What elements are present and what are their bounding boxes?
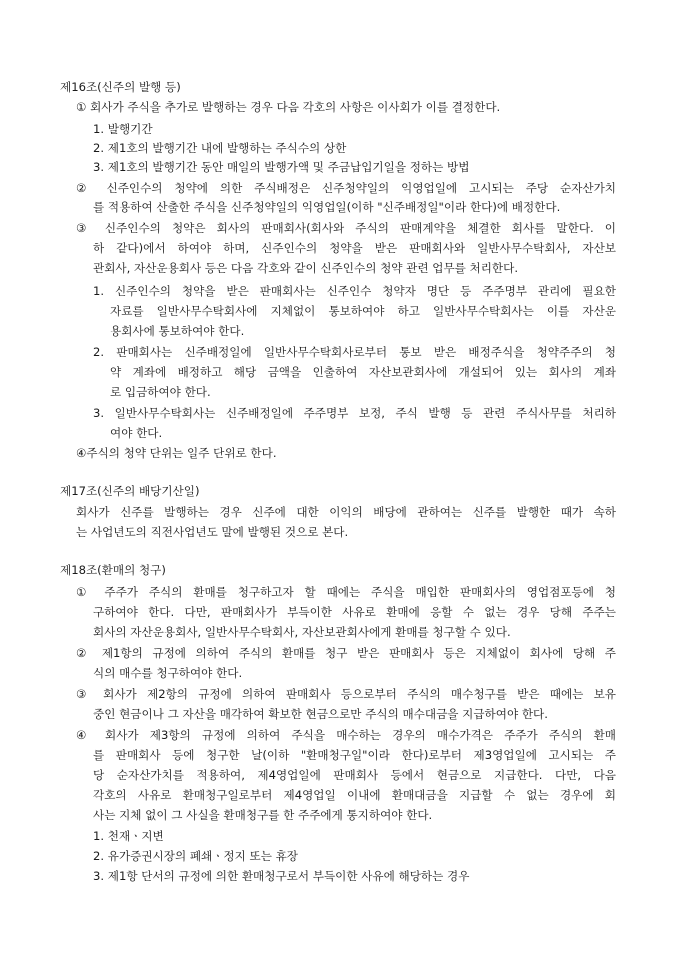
article-18-paragraph-4-line-3: 당 순자산가치를 적용하여, 제4영업일에 판매회사 등에서 현금으로 지급한다. 다만, 다음 — [93, 768, 616, 782]
article-16-p3-item-3-line-2: 여야 한다. — [110, 426, 163, 440]
article-16-paragraph-3-line-1: ③ 신주인수의 청약은 회사의 판매회사(회사와 주식의 판매계약을 체결한 회사를 말한다. 이 — [76, 221, 616, 235]
article-16-paragraph-2-line-1: ② 신주인수의 청약에 의한 주식배정은 신주청약일의 익영업일에 고시되는 주당 순자산가치 — [76, 181, 616, 195]
article-18-p4-item-2: 2. 유가증권시장의 폐쇄ㆍ정지 또는 휴장 — [93, 849, 298, 863]
article-16-p3-item-2-line-3: 로 입금하여야 한다. — [110, 385, 211, 399]
article-18-paragraph-1-line-1: ① 주주가 주식의 환매를 청구하고자 할 때에는 주식을 매입한 판매회사의 영업점포등에 청 — [76, 585, 616, 599]
list-item: 2. 제1호의 발행기간 내에 발행하는 주식수의 상한 — [93, 141, 347, 155]
article-17-line-2: 는 사업년도의 직전사업년도 말에 발행된 것으로 본다. — [76, 525, 349, 539]
article-18-paragraph-1-line-3: 회사의 자산운용회사, 일반사무수탁회사, 자산보관회사에게 환매를 청구할 수 있다. — [93, 625, 511, 639]
article-18-p4-item-1: 1. 천재ㆍ지변 — [93, 829, 164, 843]
article-16-p3-item-3-line-1: 3. 일반사무수탁회사는 신주배정일에 주주명부 보정, 주식 발행 등 관련 주식사무를 처리하 — [93, 406, 616, 420]
article-16-p3-item-2-line-1: 2. 판매회사는 신주배정일에 일반사무수탁회사로부터 통보 받은 배정주식을 청약주주의 청 — [93, 345, 616, 359]
article-18-paragraph-4-line-1: ④ 회사가 제3항의 규정에 의하여 주식을 매수하는 경우의 매수가격은 주주가 주식의 환매 — [76, 728, 616, 742]
article-18-paragraph-1-line-2: 구하여야 한다. 다만, 판매회사가 부득이한 사유로 환매에 응할 수 없는 경우 당해 주주는 — [93, 605, 616, 619]
article-18-paragraph-4-line-2: 를 판매회사 등에 청구한 날(이하 "환매청구일"이라 한다)로부터 제3영업일에 고시되는 주 — [93, 748, 616, 762]
article-17-line-1: 회사가 신주를 발행하는 경우 신주에 대한 이익의 배당에 관하여는 신주를 발행한 때가 속하 — [76, 505, 616, 519]
article-16-p3-item-1-line-3: 용회사에 통보하여야 한다. — [110, 324, 245, 338]
article-16-p3-item-1-line-2: 자료를 일반사무수탁회사에 지체없이 통보하여야 하고 일반사무수탁회사는 이를 자산운 — [110, 304, 616, 318]
article-18-paragraph-3-line-2: 중인 현금이나 그 자산을 매각하여 확보한 현금으로만 주식의 매수대금을 지급하여야 한다. — [93, 707, 548, 721]
article-17-heading: 제17조(신주의 배당기산일) — [60, 484, 200, 498]
heading-text: 제16조(신주의 발행 등) — [60, 80, 181, 94]
list-item: 3. 제1호의 발행기간 동안 매일의 발행가액 및 주금납입기일을 정하는 방법 — [93, 160, 470, 174]
article-16-p3-item-2-line-2: 약 계좌에 배정하고 해당 금액을 인출하여 자산보관회사에 개설되어 있는 회사의 계좌 — [110, 365, 616, 379]
article-16-p1-item-2 — [93, 140, 346, 156]
article-16-paragraph-3-line-3: 관회사, 자산운용회사 등은 다음 각호와 같이 신주인수의 청약 관련 업무를 처리한다. — [93, 261, 519, 275]
article-16-p1-item-1 — [93, 121, 153, 137]
article-18-paragraph-2-line-2: 식의 매수를 청구하여야 한다. — [93, 666, 243, 680]
article-16-paragraph-1 — [76, 99, 500, 115]
paragraph-text: ① 회사가 주식을 추가로 발행하는 경우 다음 각호의 사항은 이사회가 이를 결정한다. — [76, 100, 501, 114]
article-16-p3-item-1-line-1: 1. 신주인수의 청약을 받은 판매회사는 신주인수 청약자 명단 등 주주명부 관리에 필요한 — [93, 284, 616, 298]
article-16-heading — [60, 79, 181, 95]
article-16-paragraph-4: ④주식의 청약 단위는 일주 단위로 한다. — [76, 446, 277, 460]
article-18-heading: 제18조(환매의 청구) — [60, 563, 166, 577]
article-18-p4-item-3: 3. 제1항 단서의 규정에 의한 환매청구로서 부득이한 사유에 해당하는 경우 — [93, 869, 470, 883]
article-18-paragraph-4-line-5: 사는 지체 없이 그 사실을 환매청구를 한 주주에게 통지하여야 한다. — [93, 808, 433, 822]
article-18-paragraph-2-line-1: ② 제1항의 규정에 의하여 주식의 환매를 청구 받은 판매회사 등은 지체없이 회사에 당해 주 — [76, 646, 616, 660]
article-16-paragraph-3-line-2: 하 같다)에서 하여야 하며, 신주인수의 청약을 받은 판매회사와 일반사무수탁회사, 자산보 — [93, 241, 616, 255]
article-18-paragraph-4-line-4: 각호의 사유로 환매청구일로부터 제4영업일 이내에 환매대금을 지급할 수 없는 경우에 회 — [93, 788, 616, 802]
article-16-paragraph-2-line-2: 를 적용하여 산출한 주식을 신주청약일의 익영업일(이하 "신주배정일"이라 한다)에 배정한다. — [93, 200, 561, 214]
article-16-p1-item-3 — [93, 159, 469, 175]
article-18-paragraph-3-line-1: ③ 회사가 제2항의 규정에 의하여 판매회사 등으로부터 주식의 매수청구를 받은 때에는 보유 — [76, 687, 616, 701]
list-item: 1. 발행기간 — [93, 122, 153, 136]
